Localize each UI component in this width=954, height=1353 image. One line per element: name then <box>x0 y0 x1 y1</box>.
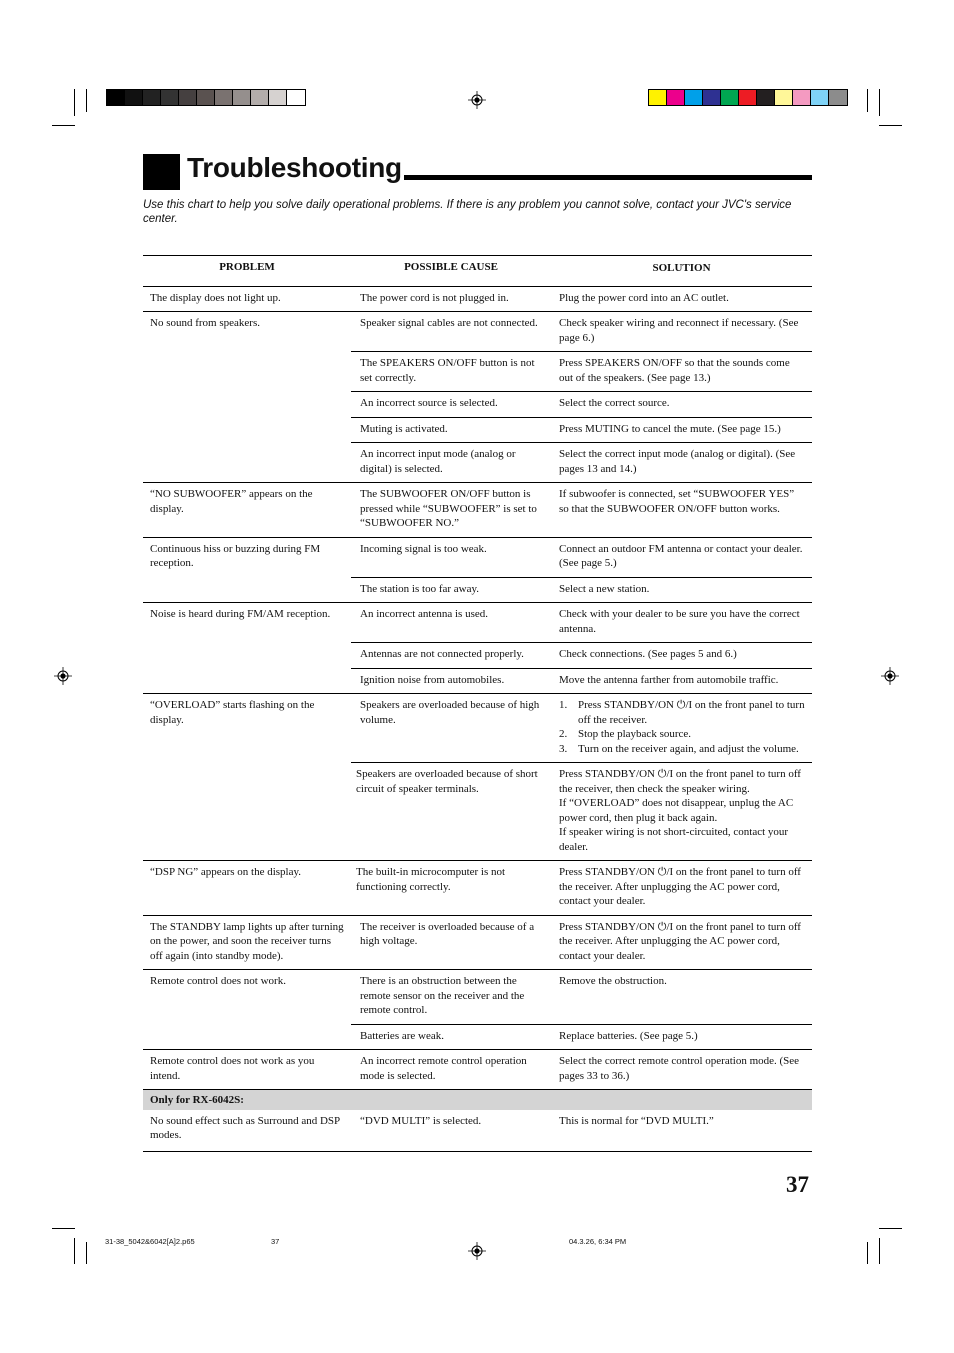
solution-cell: Press MUTING to cancel the mute. (See page 15.) <box>551 417 812 443</box>
color-swatch <box>649 90 667 105</box>
color-swatch <box>125 90 143 105</box>
color-swatch <box>721 90 739 105</box>
solution-cell: This is normal for “DVD MULTI.” <box>551 1110 812 1152</box>
cause-cell: Muting is activated. <box>351 417 551 443</box>
cause-cell: Ignition noise from automobiles. <box>351 668 551 694</box>
header-cause: POSSIBLE CAUSE <box>351 256 551 287</box>
solution-cell: Press SPEAKERS ON/OFF so that the sounds come out of the speakers. (See page 13.) <box>551 352 812 392</box>
cause-cell: The built-in microcomputer is not functioning correctly. <box>351 861 551 916</box>
problem-cell: No sound effect such as Surround and DSP modes. <box>143 1110 351 1152</box>
color-swatch <box>179 90 197 105</box>
color-swatch <box>197 90 215 105</box>
table-header-row <box>143 256 812 287</box>
step-text: Stop the playback source. <box>578 728 692 740</box>
color-swatch <box>107 90 125 105</box>
problem-cell: Remote control does not work as you intend. <box>143 1050 351 1090</box>
section-row <box>143 1090 812 1110</box>
color-swatch <box>757 90 775 105</box>
problem-cell: The display does not light up. <box>150 291 281 304</box>
color-swatch <box>143 90 161 105</box>
cause-cell: Speakers are overloaded because of high volume. <box>351 694 551 763</box>
step-number: 2. <box>559 728 568 740</box>
color-swatch <box>233 90 251 105</box>
problem-cell: Remote control does not work. <box>143 970 351 1050</box>
solution-cell <box>551 763 812 861</box>
solution-cell: Connect an outdoor FM antenna or contact your dealer. (See page 5.) <box>551 537 812 577</box>
color-swatch <box>811 90 829 105</box>
table-row <box>143 861 812 916</box>
cause-cell: Speakers are overloaded because of short circuit of speaker terminals. <box>351 763 551 861</box>
solution-cell: Select the correct source. <box>551 392 812 418</box>
footer-date: 04.3.26, 6:34 PM <box>569 1237 627 1246</box>
solution-cell: If subwoofer is connected, set “SUBWOOFER YES” so that the SUBWOOFER ON/OFF button works. <box>551 483 812 538</box>
color-swatch <box>829 90 847 105</box>
solution-cell: Press STANDBY/ON ⏻/I on the front panel to turn off the receiver. After unplugging the AC power cord, contact your dealer. <box>551 861 812 916</box>
cause-cell: The station is too far away. <box>351 577 551 603</box>
intro-text: Use this chart to help you solve daily operational problems. If there is any problem you cannot solve, contact your JVC's service center. <box>143 199 792 225</box>
color-swatch <box>685 90 703 105</box>
color-swatch <box>161 90 179 105</box>
cause-cell: “DVD MULTI” is selected. <box>351 1110 551 1152</box>
crop-mark <box>74 1238 75 1264</box>
color-swatch <box>703 90 721 105</box>
step-number: 1. <box>559 699 568 711</box>
cause-cell: An incorrect antenna is used. <box>351 603 551 643</box>
crop-mark <box>86 1242 87 1264</box>
solution-paragraph: If speaker wiring is not short-circuited, contact your dealer. <box>559 826 789 853</box>
crop-mark <box>86 89 87 112</box>
color-swatch <box>251 90 269 105</box>
solution-cell: Select the correct remote control operation mode. (See pages 33 to 36.) <box>551 1050 812 1090</box>
registration-mark-icon <box>881 667 899 685</box>
table-row <box>143 483 812 538</box>
solution-cell: Check with your dealer to be sure you have the correct antenna. <box>551 603 812 643</box>
process-color-bar <box>648 89 848 106</box>
cause-cell: An incorrect source is selected. <box>351 392 551 418</box>
cause-cell: Batteries are weak. <box>351 1024 551 1050</box>
footer-page: 37 <box>271 1237 280 1246</box>
cause-cell: The SPEAKERS ON/OFF button is not set correctly. <box>351 352 551 392</box>
grayscale-color-bar <box>106 89 306 106</box>
crop-mark <box>879 125 902 126</box>
title-block-mark <box>143 154 180 190</box>
registration-mark-icon <box>468 91 486 109</box>
table-row <box>143 537 812 577</box>
solution-steps <box>559 698 806 756</box>
crop-mark <box>867 1242 868 1264</box>
solution-paragraph: If “OVERLOAD” does not disappear, unplug the AC power cord, then plug it back again. <box>559 797 794 824</box>
step-text: Press STANDBY/ON ⏻/I on the front panel to turn off the receiver. <box>578 699 805 726</box>
crop-mark <box>867 89 868 112</box>
table-row <box>143 915 812 970</box>
solution-cell: Replace batteries. (See page 5.) <box>551 1024 812 1050</box>
table-row <box>143 694 812 763</box>
solution-step <box>559 727 806 742</box>
problem-cell: “NO SUBWOOFER” appears on the display. <box>143 483 351 538</box>
problem-cell: No sound from speakers. <box>143 312 351 483</box>
solution-cell: Select a new station. <box>551 577 812 603</box>
page-title: Troubleshooting <box>187 152 402 183</box>
cause-cell: Speaker signal cables are not connected. <box>351 312 551 352</box>
crop-mark <box>74 89 75 116</box>
cause-cell: Incoming signal is too weak. <box>351 537 551 577</box>
table-row <box>143 1050 812 1090</box>
section-label: Only for RX-6042S: <box>143 1090 812 1110</box>
title-rule <box>404 175 812 180</box>
solution-step <box>559 698 806 727</box>
table-row <box>143 312 812 352</box>
solution-cell: Move the antenna farther from automobile traffic. <box>551 668 812 694</box>
table-row <box>143 1110 812 1152</box>
problem-cell: Noise is heard during FM/AM reception. <box>143 603 351 694</box>
color-swatch <box>667 90 685 105</box>
troubleshooting-table <box>143 255 812 1152</box>
solution-cell <box>551 694 812 763</box>
table-row <box>143 970 812 1025</box>
problem-cell: “OVERLOAD” starts flashing on the display. <box>143 694 351 861</box>
color-swatch <box>287 90 305 105</box>
cause-cell: An incorrect remote control operation mode is selected. <box>351 1050 551 1090</box>
step-number: 3. <box>559 742 568 755</box>
solution-cell: Remove the obstruction. <box>551 970 812 1025</box>
solution-cell: Plug the power cord into an AC outlet. <box>559 291 729 304</box>
problem-cell: “DSP NG” appears on the display. <box>143 861 351 916</box>
problem-cell: The STANDBY lamp lights up after turning on the power, and soon the receiver turns off again (into standby mode). <box>143 915 351 970</box>
footer-filename: 31-38_5042&6042[A]2.p65 <box>105 1237 195 1246</box>
solution-cell: Press STANDBY/ON ⏻/I on the front panel to turn off the receiver. After unplugging the AC power cord, contact your dealer. <box>551 915 812 970</box>
header-solution: SOLUTION <box>551 256 812 287</box>
solution-cell: Check connections. (See pages 5 and 6.) <box>551 643 812 669</box>
page-number: 37 <box>786 1172 809 1197</box>
crop-mark <box>879 1238 880 1264</box>
color-swatch <box>793 90 811 105</box>
color-swatch <box>775 90 793 105</box>
header-problem: PROBLEM <box>143 256 351 287</box>
cause-cell: The power cord is not plugged in. <box>360 291 509 304</box>
solution-cell: Check speaker wiring and reconnect if necessary. (See page 6.) <box>551 312 812 352</box>
crop-mark <box>879 1228 902 1229</box>
color-swatch <box>269 90 287 105</box>
crop-mark <box>52 125 75 126</box>
problem-cell: Continuous hiss or buzzing during FM reception. <box>143 537 351 603</box>
table-row <box>143 603 812 643</box>
solution-cell: Select the correct input mode (analog or digital). (See pages 13 and 14.) <box>551 443 812 483</box>
step-text: Turn on the receiver again, and adjust the volume. <box>578 742 799 755</box>
cause-cell: An incorrect input mode (analog or digital) is selected. <box>351 443 551 483</box>
cause-cell: Antennas are not connected properly. <box>351 643 551 669</box>
cause-cell: There is an obstruction between the remote sensor on the receiver and the remote control. <box>351 970 551 1025</box>
color-swatch <box>215 90 233 105</box>
crop-mark <box>52 1228 75 1229</box>
solution-step <box>559 742 806 757</box>
cause-cell: The SUBWOOFER ON/OFF button is pressed while “SUBWOOFER” is set to “SUBWOOFER NO.” <box>351 483 551 538</box>
solution-paragraph: Press STANDBY/ON ⏻/I on the front panel to turn off the receiver, then check the speaker wiring. <box>559 768 801 795</box>
cause-cell: The receiver is overloaded because of a high voltage. <box>351 915 551 970</box>
registration-mark-icon <box>54 667 72 685</box>
table-row <box>143 286 812 312</box>
registration-mark-icon <box>468 1242 486 1260</box>
crop-mark <box>879 89 880 116</box>
color-swatch <box>739 90 757 105</box>
